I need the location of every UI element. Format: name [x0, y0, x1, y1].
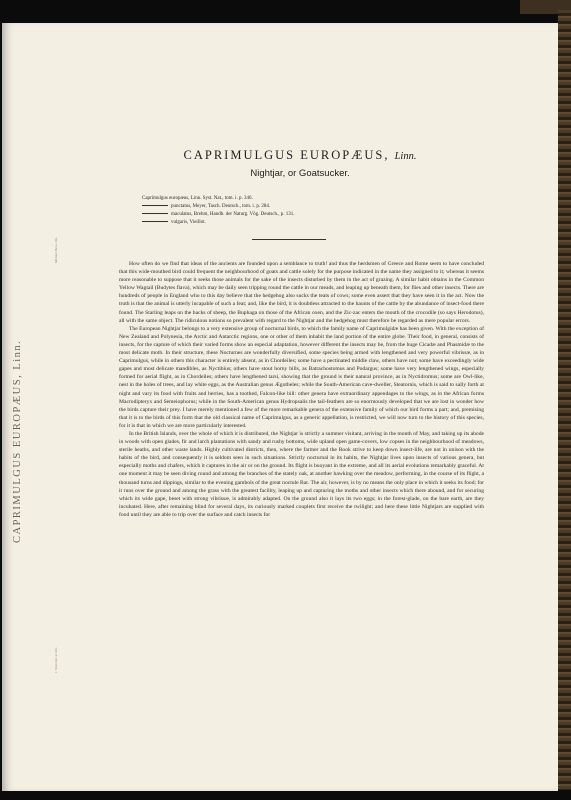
body-text	[119, 260, 484, 519]
synonymy-list	[142, 195, 442, 227]
side-imprint-top: Mintern Bros. lith.	[54, 236, 58, 263]
body-paragraph: In the British Islands, over the whole of which it is distributed, the Nightjar is strictly a summer visitant, arriving in the month of May, and taking up its abode in woods with open glades, fir and larch plantations with sandy and rushy bottoms, wide upland open game-covers, low copses in the neighbourhood of meadows, sterile heaths, and other waste lands. Highly cultivated districts, then, where the farmer and the Rook strive to keep down insect-life, are not in unison with the habits of the bird, and consequently it is seldom seen in such situations. Strictly nocturnal in its habits, the Nightjar lives upon insects of various genera, but especially moths and chafers, which it captures in the air or on the ground. Its flight is buoyant in the extreme, and all its aerial evolutions remarkably graceful. At one moment it may be seen diving round and among the branches of the stately oak, at another hawking over the meadow, performing, in the course of its flight, a thousand turns and dippings, similar to the evening gambols of the great noctule Bat. The air, however, is by no means the only place in which it seeks its food; for it runs over the ground and among the grass with the greatest facility, leaping up and capturing the moths and other insects which there abound, and for securing which its wide gape, beset with strong vibrissæ, is admirably adapted. On the ground also it lays its two eggs; in the forest-glade, on the bare earth, are they incubated. Here, after remaining blind for several days, its curiously marked couplets first receive the twilight; and here these little Nightjars are supplied with food until they are able to trip over the surface and catch insects for	[119, 430, 484, 518]
ditto-dash	[142, 213, 168, 214]
book-page	[2, 23, 558, 791]
synonym-line	[142, 203, 442, 211]
species-author: Linn.	[394, 151, 417, 162]
synonym-text: maculatus, Brehm, Handb. der Naturg. Vög. Deutsch., p. 131.	[171, 212, 295, 217]
synonym-line	[142, 195, 442, 203]
side-imprint-bottom: J. Smit del. et lith.	[54, 647, 58, 673]
side-plate-title: CAPRIMULGUS EUROPÆUS, Linn.	[12, 339, 23, 543]
body-paragraph: How often do we find that ideas of the ancients are founded upon a semblance to truth! and thus the herdsmen of Greece and Rome seem to have concluded that this wide-mouthed bird could frequent the neighbourhood of goats and cattle solely for the purpose indicated in the name they assigned to it; whereas it seems more reasonable to suppose that it seeks those animals for the sake of the insects disturbed by them in the act of grazing. A similar habit obtains in the Common Yellow Wagtail (Budytes flava), which may be daily seen tripping round the cattle in our meads, and leaping up beneath them, for flies and other insects. There are hundreds of people in England who to this day believe that the hedgehog also sucks the teats of cows; some even assert that they have seen it in the act. Now the truth is that the animal is utterly incapable of such a feat; and, like the bird, it is doubtless attracted to the haunts of the cattle by the abundance of insect-food there found. The Starling leaps on the backs of sheep, the Buphaga on those of the African oxen, and the Zic-zac enters the mouth of the crocodile (so says Herodotus), all with the same object. The ridiculous notions so prevalent with regard to the Nightjar and the hedgehog must therefore be regarded as mere popular errors.	[119, 261, 484, 324]
synonym-text: punctatus, Meyer, Tasch. Deutsch., tom. i. p. 284.	[171, 204, 271, 209]
page-edge-right	[558, 10, 571, 790]
ditto-dash	[142, 205, 168, 206]
section-rule	[252, 239, 326, 240]
species-title	[120, 148, 480, 163]
synonym-line	[142, 219, 442, 227]
ditto-dash	[142, 221, 168, 222]
synonym-text: Caprimulgus europæus, Linn. Syst. Nat., tom. i. p. 346.	[142, 196, 253, 201]
body-paragraph: The European Nightjar belongs to a very extensive group of nocturnal birds, to which the family name of Caprimulgidæ has been given. With the exception of New Zealand and Polynesia, the Arctic and Antarctic regions, one or other of them inhabit the land portion of the entire globe. Their food, in general, consists of insects, for the capture of which their varied forms show an especial adaptation, however different the insects may be, from the huge Cicadæ and Phasmidæ to the most delicate moth. In their structure, these Nocturnes are wonderfully diversified, some species being armed with lengthened and very powerful vibrissæ, as in Caprimulgus, while in others this character is entirely absent, as in Chordeiles; some have a pectinated middle claw, others have not; some have exceedingly wide gapes and most delicate mandibles, as Nyctibius; others have stout horny bills, as Batrachostomus and Podargus; some have very lengthened wings, especially formed for aerial flight, as in Chordeiles; others have lengthened tarsi, showing that the ground is their natural province, as in Nyctidromus; some are Owl-like, nest in the holes of trees, and lay white eggs, as the Australian genus Ægotheles; while the South-American cave-dweller, Steatornis, which is said to sally forth at night and vary its food with fruits and berries, has a toothed, Falcon-like bill: other genera have extraordinary appendages to the wings, as in the African forms Macrodipteryx and Semeiophorus; while in the South-American genus Hydropsalis the tail-feathers are so enormously developed that we are lost in wonder how the birds capture their prey. I have merely mentioned a few of the more remarkable genera of the extensive family of which our bird forms a part; and, premising that it is to the birds of this form that the old classical name of Caprimulgus, as a generic appellation, is restricted, we will now turn to the history of this species, for it is that in which we are more particularly interested.	[119, 325, 484, 429]
common-name: Nightjar, or Goatsucker.	[250, 168, 350, 179]
species-name: CAPRIMULGUS EUROPÆUS,	[183, 148, 390, 162]
synonym-line	[142, 211, 442, 219]
synonym-text: vulgaris, Vieillot.	[171, 220, 206, 225]
